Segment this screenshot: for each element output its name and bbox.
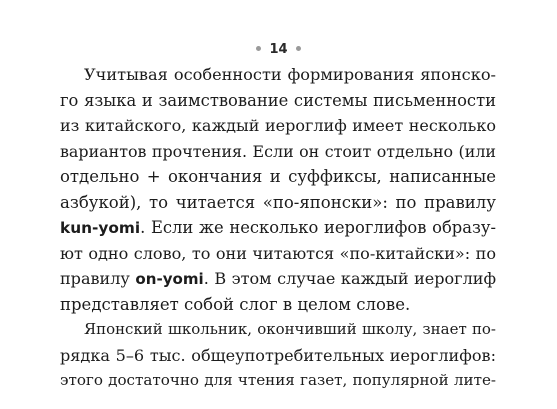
text-line: ют одно слово, то они читаются «по-китайски»: по <box>60 243 496 263</box>
text-line: из китайского, каждый иероглиф имеет несколько <box>60 116 496 135</box>
right-dot-ornament <box>296 46 301 51</box>
text-line: kun-yomi. Если же несколько иероглифов образу- <box>60 218 496 237</box>
page-header <box>0 42 557 58</box>
text-line: Японский школьник, окончивший школу, знает по- <box>84 320 496 338</box>
page-number: 14 <box>269 42 288 57</box>
text-line: отдельно + окончания и суффиксы, написанные <box>60 167 496 186</box>
text-line: вариантов прочтения. Если он стоит отдельно (или <box>60 141 496 161</box>
body-text <box>60 62 496 394</box>
paragraph-2 <box>60 317 496 394</box>
text-line: го языка и заимствование системы письменности <box>60 90 496 110</box>
text-line: этого достаточно для чтения газет, популярной лите- <box>60 371 496 389</box>
text-line: правилу on-yomi. В этом случае каждый иероглиф <box>60 269 497 288</box>
text-line: Учитывая особенности формирования японско- <box>84 65 496 84</box>
term-kun-yomi: kun-yomi <box>60 219 141 237</box>
text-line: рядка 5–6 тыс. общеупотребительных иероглифов: <box>60 345 496 365</box>
paragraph-1 <box>60 62 496 317</box>
left-dot-ornament <box>256 46 261 51</box>
term-on-yomi: on-yomi <box>135 270 204 288</box>
text-line: представляет собой слог в целом слове. <box>60 294 411 314</box>
text-line: азбукой), то читается «по-японски»: по правилу <box>60 192 496 212</box>
